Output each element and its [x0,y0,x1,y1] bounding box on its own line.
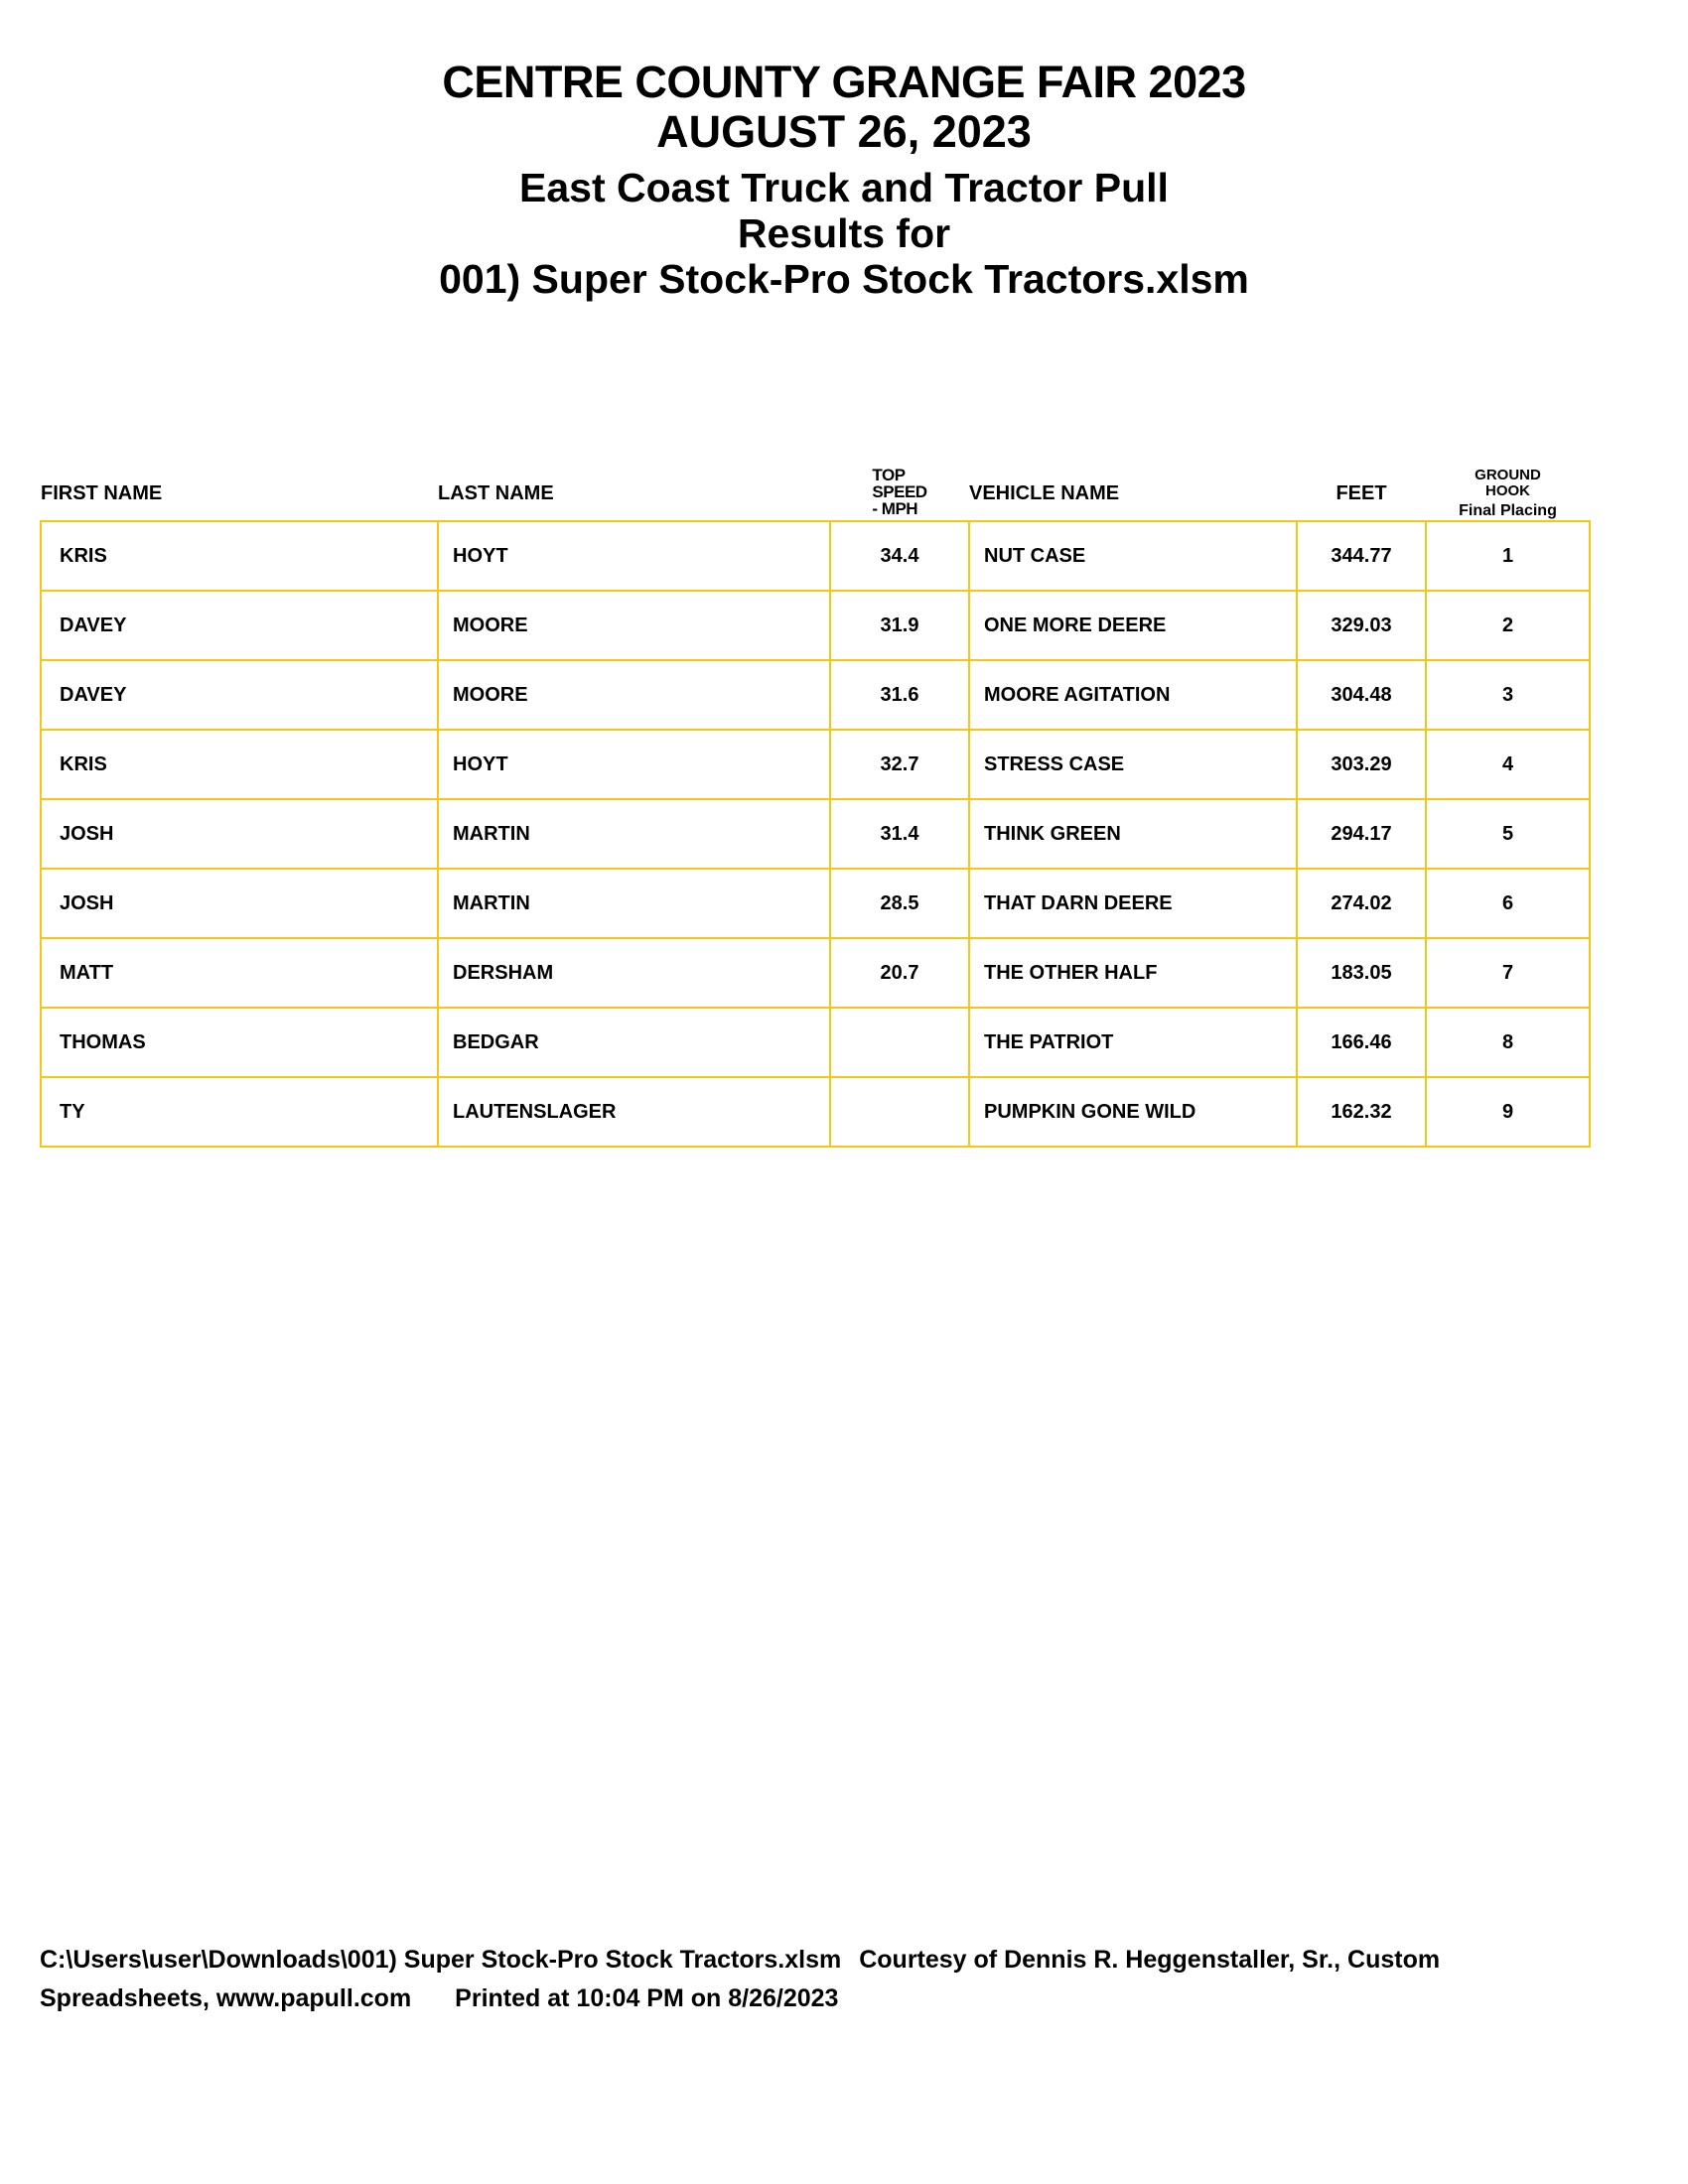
column-header-vehicle-name: VEHICLE NAME [969,481,1120,504]
cell-feet: 183.05 [1297,938,1426,1008]
cell-first-name: TY [41,1077,438,1147]
cell-vehicle-name: STRESS CASE [969,730,1297,799]
cell-last-name: MARTIN [438,799,830,869]
table-row [41,521,1590,591]
column-header-final-placing-label: Final Placing [1459,501,1557,519]
cell-final-placing: 8 [1426,1008,1590,1077]
column-header-top-speed-stack [872,467,926,517]
cell-last-name: HOYT [438,521,830,591]
cell-first-name: DAVEY [41,660,438,730]
cell-final-placing: 3 [1426,660,1590,730]
cell-feet: 344.77 [1297,521,1426,591]
cell-first-name: JOSH [41,799,438,869]
column-header-last-name: LAST NAME [438,481,554,504]
event-date: AUGUST 26, 2023 [656,106,1032,158]
cell-first-name: KRIS [41,730,438,799]
cell-final-placing: 4 [1426,730,1590,799]
results-table [40,467,1591,1148]
event-name: East Coast Truck and Tractor Pull [519,164,1169,210]
table-header-row [41,467,1590,521]
results-label: Results for [737,209,951,256]
table-row [41,591,1590,660]
cell-first-name: DAVEY [41,591,438,660]
footer-courtesy: Courtesy of Dennis R. Heggenstaller, Sr., Custom Spreadsheets, www.papull.com [40,1946,1441,2012]
footer [40,1941,1609,2018]
cell-vehicle-name: THE PATRIOT [969,1008,1297,1077]
column-header-final-placing [1426,467,1590,521]
cell-vehicle-name: THE OTHER HALF [969,938,1297,1008]
cell-last-name: BEDGAR [438,1008,830,1077]
cell-last-name: DERSHAM [438,938,830,1008]
cell-top-speed: 31.9 [830,591,969,660]
cell-final-placing: 6 [1426,869,1590,938]
column-header-first-name: FIRST NAME [41,481,163,504]
title-block [40,0,1648,303]
cell-top-speed: 20.7 [830,938,969,1008]
cell-feet: 162.32 [1297,1077,1426,1147]
cell-vehicle-name: NUT CASE [969,521,1297,591]
cell-vehicle-name: ONE MORE DEERE [969,591,1297,660]
cell-top-speed [830,1008,969,1077]
table-row [41,799,1590,869]
cell-last-name: HOYT [438,730,830,799]
cell-feet: 303.29 [1297,730,1426,799]
cell-feet: 166.46 [1297,1008,1426,1077]
cell-top-speed: 34.4 [830,521,969,591]
table-row [41,660,1590,730]
table-header [41,467,1590,521]
cell-last-name: LAUTENSLAGER [438,1077,830,1147]
cell-vehicle-name: THINK GREEN [969,799,1297,869]
page-title: CENTRE COUNTY GRANGE FAIR 2023 [442,57,1246,107]
column-header-top-speed-line2: SPEED [872,482,927,501]
cell-first-name: KRIS [41,521,438,591]
cell-vehicle-name: PUMPKIN GONE WILD [969,1077,1297,1147]
cell-first-name: MATT [41,938,438,1008]
cell-top-speed [830,1077,969,1147]
cell-last-name: MOORE [438,660,830,730]
cell-feet: 274.02 [1297,869,1426,938]
cell-top-speed: 31.4 [830,799,969,869]
cell-final-placing: 7 [1426,938,1590,1008]
cell-first-name: THOMAS [41,1008,438,1077]
cell-top-speed: 32.7 [830,730,969,799]
class-file-name: 001) Super Stock-Pro Stock Tractors.xlsm [439,255,1249,302]
table-body [41,521,1590,1147]
cell-final-placing: 1 [1426,521,1590,591]
cell-last-name: MARTIN [438,869,830,938]
column-header-top-speed-line3: - MPH [872,499,918,518]
cell-top-speed: 31.6 [830,660,969,730]
column-header-feet: FEET [1336,481,1387,504]
cell-final-placing: 5 [1426,799,1590,869]
table-row [41,938,1590,1008]
cell-vehicle-name: THAT DARN DEERE [969,869,1297,938]
table-row [41,730,1590,799]
cell-top-speed: 28.5 [830,869,969,938]
cell-final-placing: 9 [1426,1077,1590,1147]
cell-first-name: JOSH [41,869,438,938]
table-row [41,1008,1590,1077]
footer-printed: Printed at 10:04 PM on 8/26/2023 [455,1983,839,2012]
footer-file-path: C:\Users\user\Downloads\001) Super Stock-Pro Stock Tractors.xlsm [40,1946,842,1974]
table-row [41,1077,1590,1147]
cell-final-placing: 2 [1426,591,1590,660]
cell-feet: 294.17 [1297,799,1426,869]
column-header-top-speed [830,467,969,521]
cell-vehicle-name: MOORE AGITATION [969,660,1297,730]
cell-feet: 329.03 [1297,591,1426,660]
column-header-ground-line1: GROUND [1475,466,1541,483]
cell-last-name: MOORE [438,591,830,660]
table-row [41,869,1590,938]
column-header-ground-line2: HOOK [1485,482,1530,499]
results-table-wrapper [40,467,1589,1148]
column-header-top-speed-line1: TOP [872,466,906,484]
cell-feet: 304.48 [1297,660,1426,730]
